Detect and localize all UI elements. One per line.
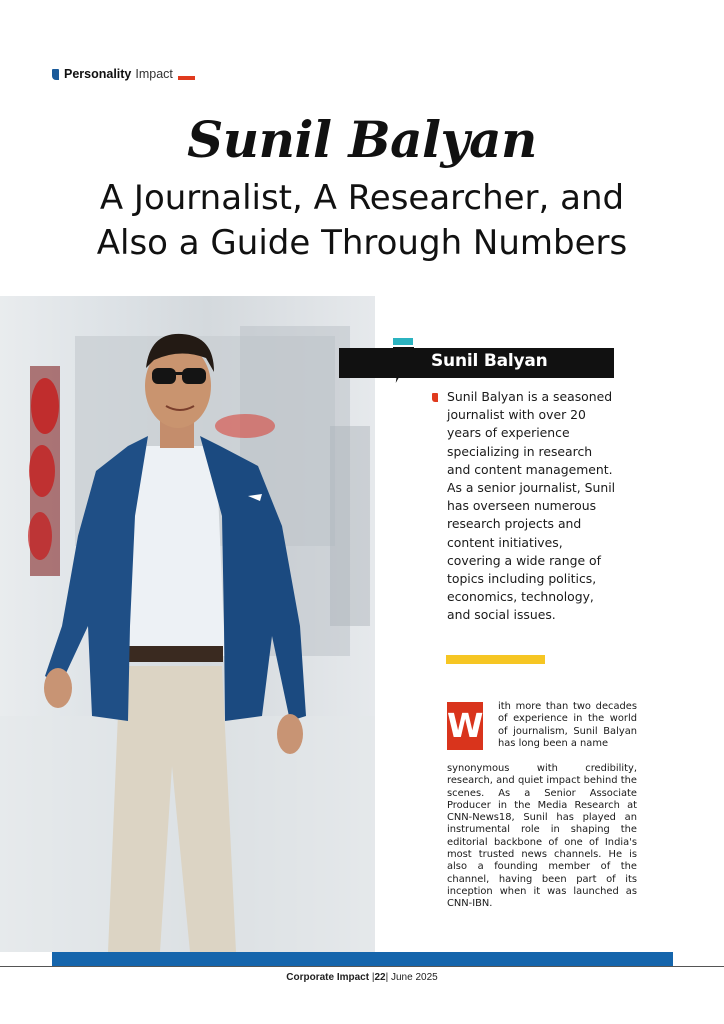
section-tag-light: Impact	[135, 67, 173, 81]
footer-sep-2: |	[385, 972, 391, 983]
section-tag	[52, 67, 195, 81]
footer-magazine: Corporate Impact	[286, 972, 370, 983]
headline-name: Sunil Balyan	[187, 110, 537, 169]
subtitle-line-1: A Journalist, A Researcher, and	[99, 178, 625, 218]
headline-subtitle	[0, 176, 724, 266]
bio-quote-icon	[432, 393, 438, 402]
subtitle-line-2: Also a Guide Through Numbers	[96, 223, 628, 263]
article-lead: ith more than two decades of experience in the world of journalism, Sunil Balyan has long been a name	[498, 701, 637, 749]
page-footer	[0, 972, 724, 983]
footer-strip	[52, 952, 673, 966]
profile-bio: Sunil Balyan is a seasoned journalist with over 20 years of experience specializing in research and content management. As a senior journalist, Sunil has overseen numerous research projects and content initiatives, covering a wide range of topics including politics, economics, technology, and social issues.	[447, 389, 616, 623]
section-tag-bold: Personality	[64, 67, 132, 81]
footer-rule	[0, 966, 724, 967]
footer-page: 22	[374, 972, 386, 983]
article-body: synonymous with credibility, research, and quiet impact behind the scenes. As a Senior Associate Producer in the Media Research at CNN-News18, Sunil has played an instrumental role in shaping the editorial backbone of one of India's most trusted news channels. He is also a founding member of the channel, having been part of its inception when it was launched as CNN-IBN.	[447, 763, 637, 910]
portrait-photo	[0, 296, 375, 952]
portrait-illustration	[0, 296, 375, 952]
divider-bar	[446, 655, 545, 664]
footer-sep-1: |	[371, 972, 375, 983]
profile-name: Sunil Balyan	[431, 351, 548, 371]
footer-date: June 2025	[390, 972, 438, 983]
section-tag-underline	[178, 76, 195, 80]
drop-cap: W	[447, 702, 483, 750]
quote-mark-icon	[52, 69, 59, 80]
